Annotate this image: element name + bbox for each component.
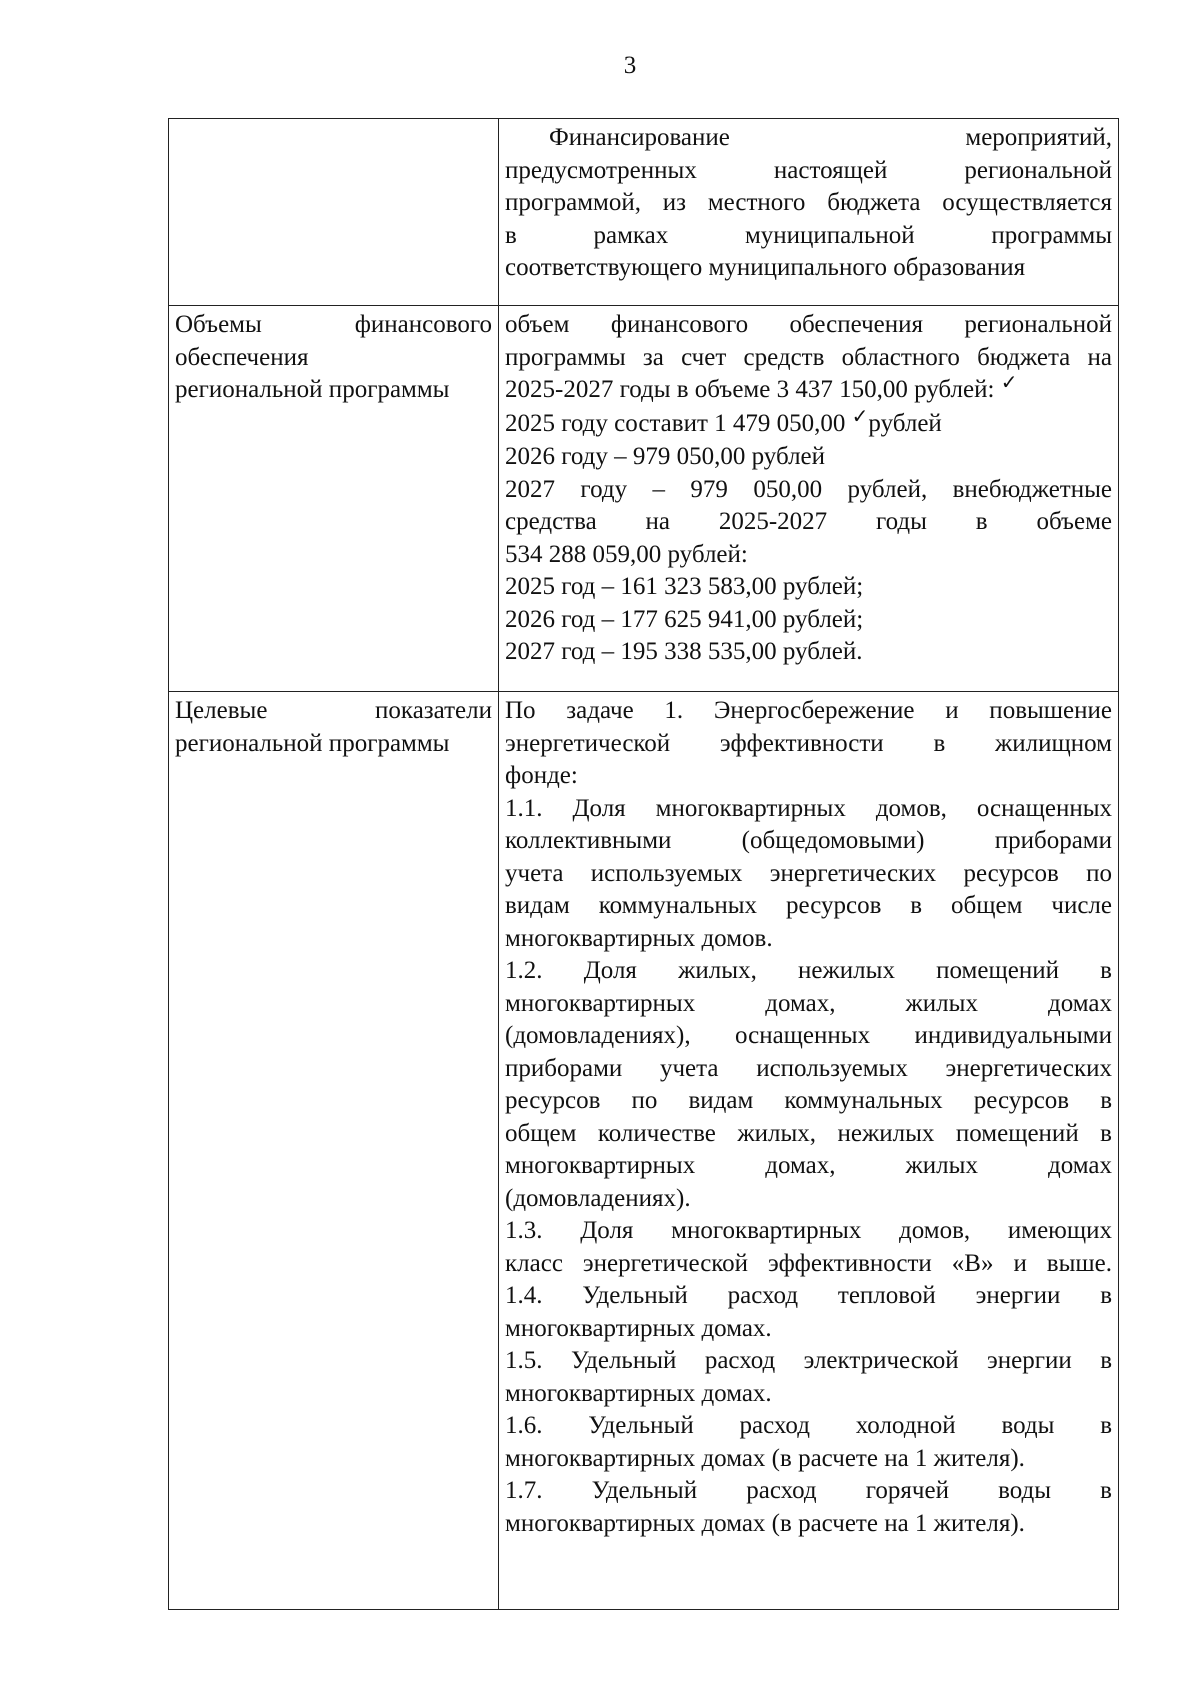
row3-line: энергетической эффективности в жилищном (505, 729, 1112, 757)
row3-line: видам коммунальных ресурсов в общем числе (505, 892, 1112, 919)
row3-line: многоквартирных домах, жилых домах (505, 1152, 1112, 1179)
row3-line: 1.2. Доля жилых, нежилых помещений в (505, 957, 1112, 984)
passport-table (168, 118, 1119, 1610)
row3-line: 1.5. Удельный расход электрической энергии в (505, 1347, 1112, 1374)
row2-line-text: 2025 году составит 1 479 050,00 (505, 409, 846, 437)
row2-left-cell (169, 306, 499, 692)
row2-left-line: региональной программы (175, 376, 450, 403)
row2-left-line: обеспечения (175, 343, 309, 371)
row3-line: многоквартирных домов. (505, 924, 773, 952)
row2-right-cell (499, 306, 1119, 692)
page-number: 3 (623, 52, 637, 79)
row3-line: По задаче 1. Энергосбережение и повышение (505, 697, 1112, 724)
row3-line: 1.6. Удельный расход холодной воды в (505, 1412, 1112, 1439)
row3-right-cell (499, 692, 1119, 1610)
row3-line: многоквартирных домах. (505, 1379, 772, 1407)
row1-line: Финансирование мероприятий, (549, 124, 1112, 151)
check-mark-icon: ✓ (1000, 372, 1018, 394)
table-row (169, 119, 1119, 306)
row2-line: 2026 году – 979 050,00 рублей (505, 443, 826, 470)
row1-line: программой, из местного бюджета осуществляется (505, 189, 1112, 216)
row3-line: многоквартирных домах (в расчете на 1 жителя). (505, 1444, 1025, 1472)
row1-right-cell (499, 119, 1119, 306)
row1-line: предусмотренных настоящей региональной (505, 156, 1112, 184)
row2-line-text: 2025-2027 годы в объеме 3 437 150,00 рублей: (505, 376, 995, 403)
row3-line: многоквартирных домах, жилых домах (505, 989, 1112, 1017)
row2-line: программы за счет средств областного бюджета на (505, 343, 1112, 371)
row2-left-line: Объемы финансового (175, 311, 492, 338)
row3-line: (домовладениях). (505, 1184, 691, 1212)
row2-line: 2025 год – 161 323 583,00 рублей; (505, 573, 864, 600)
row2-line: 2027 году – 979 050,00 рублей, внебюджетные (505, 475, 1112, 503)
row1-left-cell (169, 119, 499, 306)
row3-line: 1.4. Удельный расход тепловой энергии в (505, 1282, 1112, 1309)
table-row (169, 306, 1119, 692)
check-mark-icon: ✓ (851, 405, 869, 428)
row2-line: объем финансового обеспечения региональной (505, 311, 1112, 338)
row3-left-line: Целевые показатели (175, 697, 492, 724)
row2-line: средства на 2025-2027 годы в объеме (505, 508, 1112, 535)
row2-line-text: рублей (868, 409, 942, 437)
row2-line (505, 374, 1112, 408)
row3-line: многоквартирных домах. (505, 1314, 772, 1342)
row3-left-cell (169, 692, 499, 1610)
row3-line: 1.1. Доля многоквартирных домов, оснащенных (505, 794, 1112, 822)
row3-line: (домовладениях), оснащенных индивидуальными (505, 1022, 1112, 1049)
row3-line: класс энергетической эффективности «В» и выше. (505, 1249, 1112, 1277)
row3-line: общем количестве жилых, нежилых помещений в (505, 1119, 1112, 1147)
row2-line: 2026 год – 177 625 941,00 рублей; (505, 605, 864, 633)
row3-line: многоквартирных домах (в расчете на 1 жителя). (505, 1509, 1025, 1537)
row2-line: 534 288 059,00 рублей: (505, 540, 748, 568)
row3-line: фонде: (505, 762, 578, 789)
row1-line: в рамках муниципальной программы (505, 221, 1112, 249)
table-row (169, 692, 1119, 1610)
row1-line: соответствующего муниципального образования (505, 254, 1026, 281)
row3-line: приборами учета используемых энергетических (505, 1054, 1112, 1082)
row2-line: 2027 год – 195 338 535,00 рублей. (505, 638, 863, 665)
row3-line: ресурсов по видам коммунальных ресурсов в (505, 1087, 1112, 1114)
row3-line: 1.3. Доля многоквартирных домов, имеющих (505, 1217, 1112, 1244)
row3-left-line: региональной программы (175, 729, 450, 757)
row2-line (505, 405, 1112, 442)
row3-line: учета используемых энергетических ресурсов по (505, 859, 1112, 887)
row3-line: 1.7. Удельный расход горячей воды в (505, 1477, 1112, 1504)
row3-line: коллективными (общедомовыми) приборами (505, 827, 1112, 854)
